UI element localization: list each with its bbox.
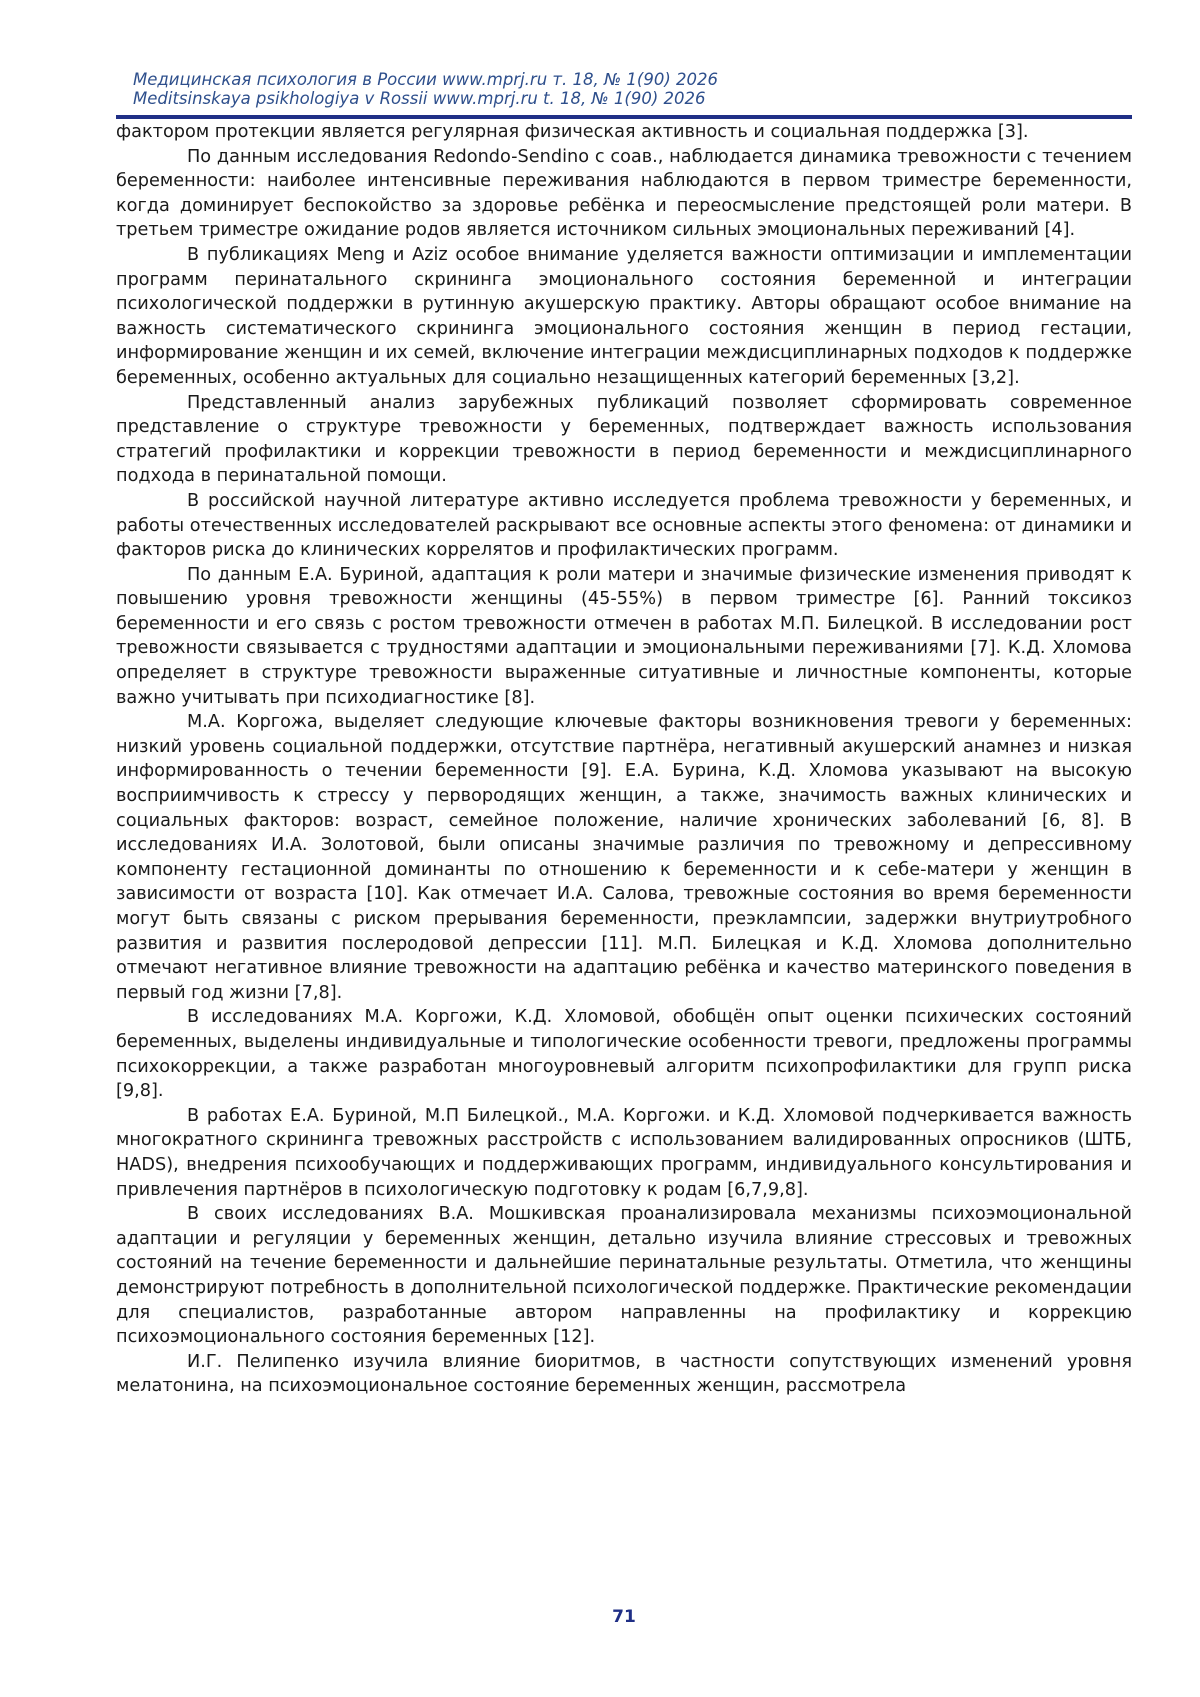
header-divider bbox=[116, 115, 1132, 119]
paragraph-truncated: И.Г. Пелипенко изучила влияние биоритмов, в частности сопутствующих изменений уровня мелатонина, на психоэмоциональное состояние беременных женщин, рассмотрела bbox=[116, 1351, 1132, 1397]
paragraph: В исследованиях М.А. Коргожи, К.Д. Хломовой, обобщён опыт оценки психических состояний беременных, выделены индивидуальные и типологические особенности тревоги, предложены программы психокоррекции, а также разработан многоуровневый алгоритм психопрофилактики для групп риска [9,8]. bbox=[116, 1007, 1132, 1102]
page-number: 71 bbox=[612, 1607, 636, 1627]
paragraph-continued: фактором протекции является регулярная физическая активность и социальная поддержка [3]. bbox=[116, 122, 1029, 142]
paragraph: В своих исследованиях В.А. Мошкивская проанализировала механизмы психоэмоциональной адаптации и регуляции у беременных женщин, детально изучила влияние стрессовых и тревожных состояний на течение беременности и дальнейшие перинатальные результаты. Отметила, что женщины демонстрируют потребность в дополнительной психологической поддержке. Практические рекомендации для специалистов, разработанные автором направленны на профилактику и коррекцию психоэмоционального состояния беременных [12]. bbox=[116, 1204, 1132, 1348]
header-line-transliterated: Meditsinskaya psikhologiya v Rossii www.mprj.ru t. 18, № 1(90) 2026 bbox=[133, 89, 706, 108]
paragraph: М.А. Коргожа, выделяет следующие ключевые факторы возникновения тревоги у беременных: низкий уровень социальной поддержки, отсутствие партнёра, негативный акушерский анамнез и низкая информированность о течении беременности [9]. Е.А. Бурина, К.Д. Хломова указывают на высокую восприимчивость к стрессу у первородящих женщин, а также, значимость важных клинических и социальных факторов: возраст, семейное положение, наличие хронических заболеваний [6, 8]. В исследованиях И.А. Золотовой, были описаны значимые различия по тревожному и депрессивному компоненту гестационной доминанты по отношению к беременности и к себе-матери у женщин в зависимости от возраста [10]. Как отмечает И.А. Салова, тревожные состояния во время беременности могут быть связаны с риском прерывания беременности, преэклампсии, задержки внутриутробного развития и развития послеродовой депрессии [11]. М.П. Билецкая и К.Д. Хломова дополнительно отмечают негативное влияние тревожности на адаптацию ребёнка и качество материнского поведения в первый год жизни [7,8]. bbox=[116, 712, 1132, 1003]
paragraph: В работах Е.А. Буриной, М.П Билецкой., М.А. Коргожи. и К.Д. Хломовой подчеркивается важность многократного скрининга тревожных расстройств с использованием валидированных опросников (ШТБ, HADS), внедрения психообучающих и поддерживающих программ, индивидуального консультирования и привлечения партнёров в психологическую подготовку к родам [6,7,9,8]. bbox=[116, 1105, 1132, 1200]
paragraph: По данным Е.А. Буриной, адаптация к роли матери и значимые физические изменения приводят к повышению уровня тревожности женщины (45-55%) в первом триместре [6]. Ранний токсикоз беременности и его связь с ростом тревожности отмечен в работах М.П. Билецкой. В исследовании рост тревожности связывается с трудностями адаптации и эмоциональными переживаниями [7]. К.Д. Хломова определяет в структуре тревожности выраженные ситуативные и личностные компоненты, которые важно учитывать при психодиагностике [8]. bbox=[116, 564, 1132, 708]
paragraph: Представленный анализ зарубежных публикаций позволяет сформировать современное представление о структуре тревожности у беременных, подтверждает важность использования стратегий профилактики и коррекции тревожности в период беременности и междисциплинарного подхода в перинатальной помощи. bbox=[116, 392, 1132, 487]
paragraph: По данным исследования Redondo-Sendino с соав., наблюдается динамика тревожности с течением беременности: наиболее интенсивные переживания наблюдаются в первом триместре беременности, когда доминирует беспокойство за здоровье ребёнка и переосмысление предстоящей роли матери. В третьем триместре ожидание родов является источником сильных эмоциональных переживаний [4]. bbox=[116, 146, 1132, 241]
paragraph: В публикациях Meng и Aziz особое внимание уделяется важности оптимизации и имплементации программ перинатального скрининга эмоционального состояния беременной и интеграции психологической поддержки в рутинную акушерскую практику. Авторы обращают особое внимание на важность систематического скрининга эмоционального состояния женщин в период гестации, информирование женщин и их семей, включение интеграции междисциплинарных подходов к поддержке беременных, особенно актуальных для социально незащищенных категорий беременных [3,2]. bbox=[116, 244, 1132, 388]
paragraph: В российской научной литературе активно исследуется проблема тревожности у беременных, и работы отечественных исследователей раскрывают все основные аспекты этого феномена: от динамики и факторов риска до клинических коррелятов и профилактических программ. bbox=[116, 490, 1132, 561]
article-body bbox=[116, 120, 1132, 1399]
header-line-russian: Медицинская психология в России www.mprj.ru т. 18, № 1(90) 2026 bbox=[133, 70, 718, 89]
running-header bbox=[133, 70, 1133, 108]
